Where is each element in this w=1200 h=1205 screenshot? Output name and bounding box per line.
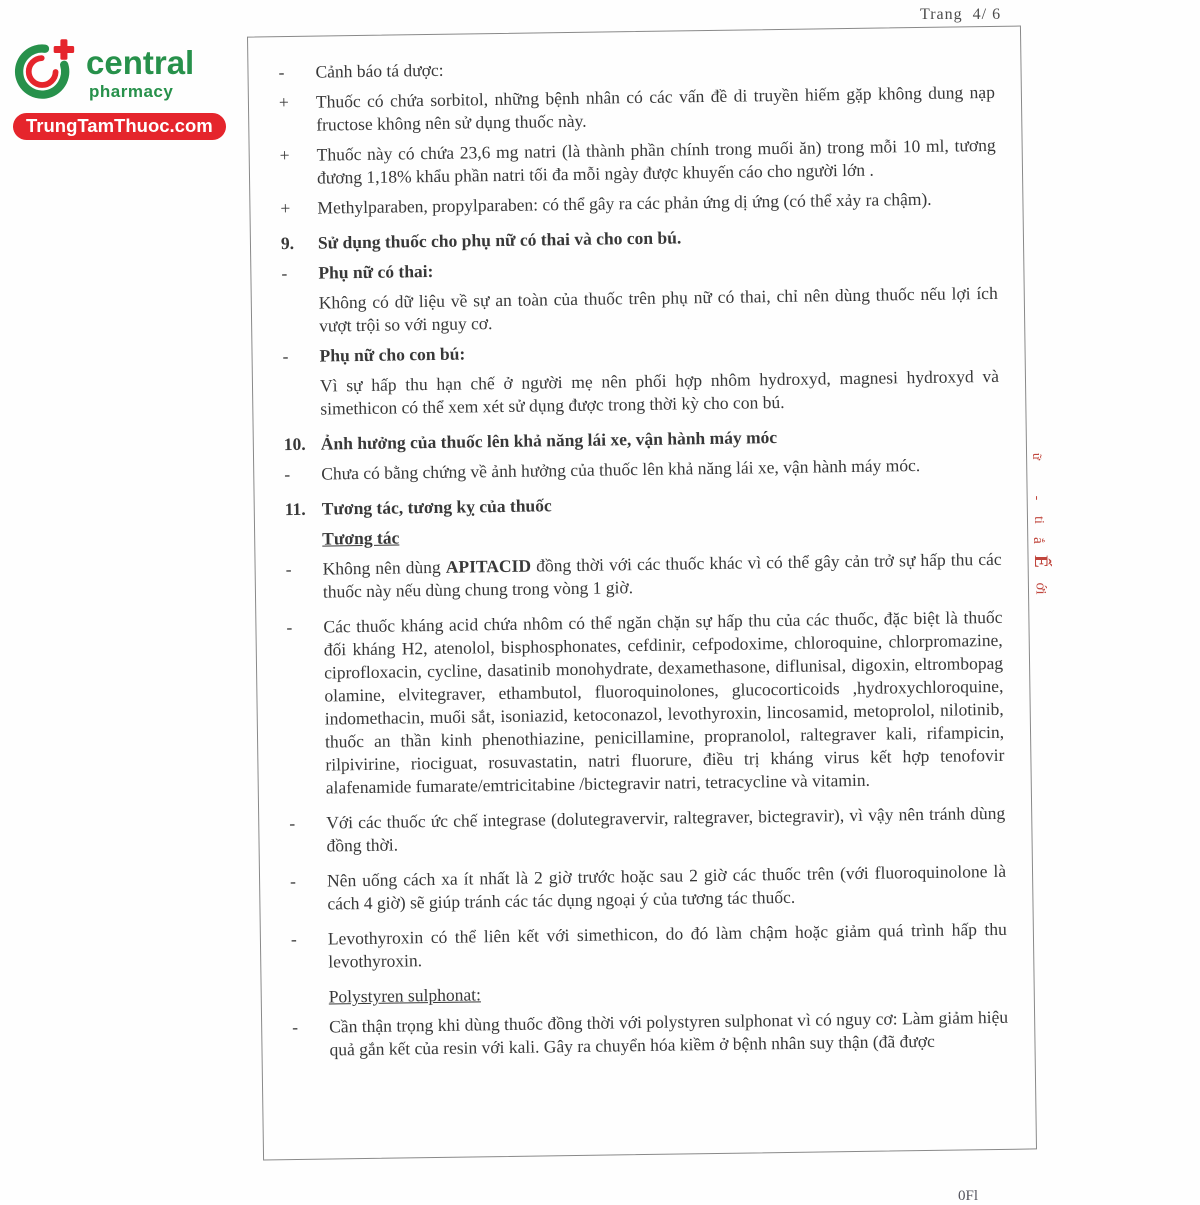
block-marker: 9. [280, 232, 295, 254]
text-block [289, 918, 1008, 974]
block-marker: 11. [284, 498, 306, 520]
text-block [290, 1006, 1009, 1062]
stamp-fragment: ữ [1030, 452, 1046, 461]
block-marker: - [292, 1016, 299, 1038]
logo-brand-text: central [86, 44, 195, 81]
logo-sub-text: pharmacy [89, 82, 174, 101]
block-marker: + [280, 197, 291, 219]
block-marker: - [290, 928, 297, 950]
text-block [288, 860, 1007, 916]
text-block [290, 976, 1008, 1009]
block-marker: + [279, 144, 290, 166]
page-number-label: Trang 4/ 6 [920, 6, 1002, 23]
block-text: Chưa có bằng chứng về ảnh hưởng của thuốc lên khả năng lái xe, vận hành máy móc. [321, 455, 921, 484]
text-block [283, 488, 1001, 521]
text-block [280, 335, 998, 368]
red-stamp-text [1029, 450, 1064, 596]
text-block [276, 51, 994, 84]
text-block [282, 423, 1000, 456]
document-content [248, 27, 1035, 1063]
block-marker: - [286, 617, 293, 638]
block-marker: - [281, 263, 288, 284]
block-text: Các thuốc kháng acid chứa nhôm có thể ngăn chặn sự hấp thu của các thuốc, đặc biệt là thuốc đối kháng H2, atenolol, bisphosphonates, cefdinir, cefpodoxime, chloroquine, chlorpromazine, ciprofloxacin, cycline, dasatinib monohydrate, dexamethasone, diflunisal, digoxin, eltrombopag olamine, elvitegraver, ethambutol, fluoroquinolones, glucocorticoids ,hydroxychloroquine, indomethacin, muối sắt, isoniazid, ketoconazol, levothyroxin, lincosamid, metoprolol, nilotinib, thuốc an thần kinh phenothiazine, penicillamine, propranolol, raltegraver kali, rifampicin, rilpivirine, riociguat, rosuvastatin, natri fluorure, điều trị kháng virus kết hợp tenofovir alafenamide fumarate/emtricitabine /bictegravir natri, tetracycline và vitamin. [323, 606, 1005, 798]
text-block [277, 81, 996, 137]
stamp-fragment: ti [1030, 516, 1046, 524]
block-marker: - [284, 464, 291, 485]
block-text: Tương tác [322, 527, 400, 549]
block-text: Vì sự hấp thu hạn chế ở người mẹ nên phối hợp nhôm hydroxyd, magnesi hydroxyd và simethicon có thể xem xét sử dụng được trong thời kỳ cho con bú. [319, 365, 1000, 419]
block-text: Không nên dùng APITACID đồng thời với các thuốc khác vì có thể gây cản trở sự hấp thu các thuốc này nếu dùng chung trong vòng 1 giờ. [322, 548, 1002, 602]
block-text: Phụ nữ cho con bú: [319, 343, 466, 366]
page-frame-border [247, 26, 1037, 1161]
block-text: Nên uống cách xa ít nhất là 2 giờ trước hoặc sau 2 giờ các thuốc trên (với fluoroquinolone là cách 4 giờ) sẽ giúp tránh các tác dụng ngoại ý của tương tác thuốc. [326, 860, 1007, 914]
text-block [280, 282, 999, 338]
block-marker: - [278, 62, 285, 83]
block-marker [290, 986, 329, 1010]
block-marker: - [285, 559, 292, 580]
text-block [283, 518, 1001, 551]
text-block [278, 187, 996, 220]
block-marker: - [282, 346, 289, 367]
text-block [284, 606, 1005, 800]
block-text: Phụ nữ có thai: [318, 260, 434, 283]
block-marker: 10. [283, 433, 306, 455]
block-marker: - [289, 870, 297, 892]
central-pharmacy-logo-icon [14, 36, 78, 104]
stamp-fragment: ắ [1029, 537, 1046, 544]
footer-partial-text: 0Fl [958, 1188, 979, 1204]
text-block [278, 134, 997, 190]
block-text: Cần thận trọng khi dùng thuốc đồng thời với polystyren sulphonat vì có nguy cơ: Làm giảm hiệu quả gắn kết của resin với kali. Gây ra chuyển hóa kiềm ở bệnh nhân suy thận (đã được [329, 1006, 1009, 1060]
block-text: Thuốc này có chứa 23,6 mg natri (là thành phần chính trong muối ăn) trong mỗi 10 ml, tương đương 1,18% khẩu phần natri tối đa mỗi ngày được khuyến cáo cho người lớn . [316, 134, 996, 188]
text-block [282, 453, 1000, 486]
stamp-fragment: - [1029, 495, 1045, 501]
block-text: Thuốc có chứa sorbitol, những bệnh nhân có các vấn đề di truyền hiếm gặp không dung nạp fructose không nên sử dụng thuốc này. [315, 81, 996, 135]
text-block [279, 252, 997, 285]
stamp-fragment: ới [1032, 582, 1049, 595]
text-block [279, 222, 997, 255]
block-marker: + [278, 92, 289, 113]
block-marker [281, 375, 321, 422]
block-text: Tương tác, tương kỵ của thuốc [321, 495, 552, 519]
block-text: Ảnh hưởng của thuốc lên khả năng lái xe, vận hành máy móc [320, 427, 778, 454]
stamp-fragment: Ế [1029, 555, 1051, 568]
block-marker: - [289, 812, 296, 834]
website-badge: TrungTamThuoc.com [13, 113, 226, 140]
text-block [283, 548, 1002, 604]
block-text: Polystyren sulphonat: [328, 984, 482, 1007]
block-marker [280, 292, 320, 339]
block-text: Cảnh báo tá dược: [315, 59, 444, 82]
text-block [287, 802, 1006, 858]
text-block [281, 365, 1000, 421]
block-text: Với các thuốc ức chế integrase (dolutegravervir, raltegraver, bictegravir), vì vậy nên tránh dùng đồng thời. [326, 802, 1006, 856]
block-text: Methylparaben, propylparaben: có thể gây ra các phản ứng dị ứng (có thể xảy ra chậm). [317, 188, 932, 218]
block-marker [283, 528, 322, 552]
block-text: Levothyroxin có thể liên kết với simethicon, do đó làm chậm hoặc giảm quá trình hấp thu levothyroxin. [327, 918, 1007, 972]
block-text: Sử dụng thuốc cho phụ nữ có thai và cho con bú. [317, 227, 682, 253]
block-text: Không có dữ liệu về sự an toàn của thuốc trên phụ nữ có thai, chỉ nên dùng thuốc nếu lợi ích vượt trội so với nguy cơ. [318, 282, 998, 336]
